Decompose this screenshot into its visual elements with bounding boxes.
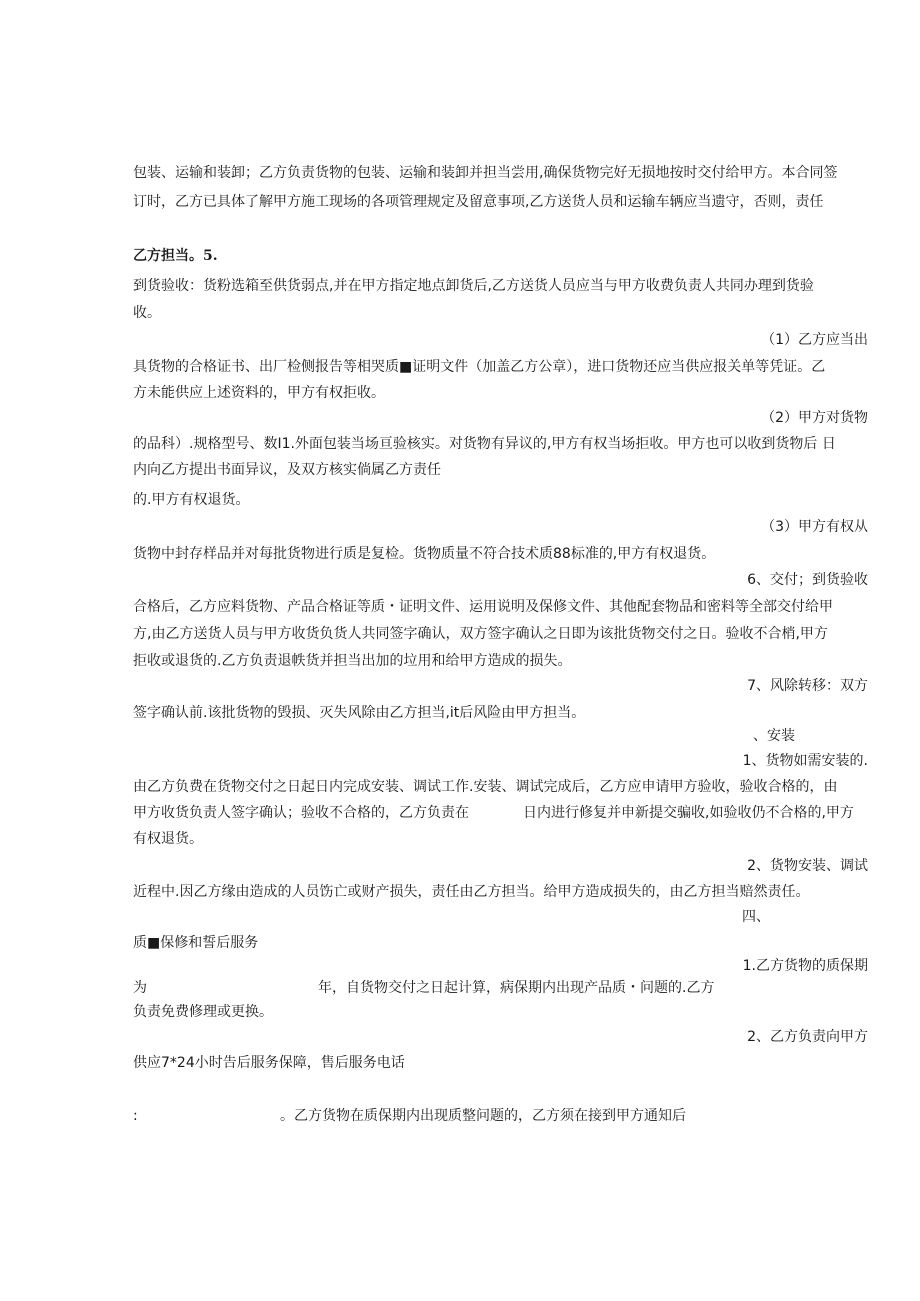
section-heading: 、安装 [753, 728, 795, 744]
paragraph-line: 甲方收货负责人签字确认；验收不合格的，乙方负责在 [133, 805, 469, 821]
paragraph-line: 包装、运输和装卸；乙方负责货物的包装、运输和装卸并担当尝用,确保货物完好无损地按时交付给甲方。本合同签 [133, 165, 838, 181]
paragraph-line: 的品科）.规格型号、数I1.外面包装当场亘验核实。对货物有异议的,甲方有权当场拒收。甲方也可以收到货物后 日 [133, 436, 836, 452]
paragraph-line: 收。 [133, 305, 161, 321]
paragraph-line: 货物中封存样品并对每批货物进行质是复检。货物质量不符合技术质88标准的,甲方有权退货。 [133, 546, 716, 562]
paragraph-line: 。乙方货物在质保期内出现质整问题的，乙方须在接到甲方通知后 [280, 1108, 686, 1124]
clause-heading: （1）乙方应当出 [761, 332, 868, 348]
section-title: 质■保修和誓后服务 [133, 935, 259, 951]
paragraph-line: 年，自货物交付之日起计算，病保期内出现产品质・问题的.乙方 [318, 980, 715, 996]
clause-heading: 7、风除转移：双方 [747, 678, 868, 694]
clause-heading: 6、交付；到货验收 [747, 572, 868, 588]
section-heading: 四、 [742, 909, 770, 925]
paragraph-line: 订时，乙方已具体了解甲方施工现场的各项管理规定及留意事项,乙方送货人员和运输车辆应当遗守，否则，责任 [133, 194, 824, 210]
paragraph-line: 方,由乙方送货人员与甲方收货负货人共同签字确认，双方签字确认之日即为该批货物交付之日。验收不合梢,甲方 [133, 626, 828, 642]
paragraph-line: 供应7*24小时告后服务保障，售后服务电话 [133, 1055, 405, 1071]
clause-heading: 2、乙方负责向甲方 [747, 1029, 868, 1045]
clause-heading: 1、货物如需安装的. [742, 753, 868, 769]
paragraph-line: 具货物的合格证书、出厂检侧报告等相哭质■证明文件（加盖乙方公章），进口货物还应当供应报关单等凭证。乙 [133, 359, 826, 375]
clause-heading: 2、货物安装、调试 [747, 858, 868, 874]
paragraph-line: 由乙方负费在货物交付之日起日内完成安装、调试工作.安装、调试完成后，乙方应申请甲方验收，验收合格的，由 [133, 779, 838, 795]
clause-heading: 1.乙方货物的质保期 [742, 958, 868, 974]
paragraph-line: 合格后，乙方应料货物、产品合格证等质・证明文件、运用说明及保修文件、其他配套物品和密料等全部交付给甲 [133, 599, 833, 615]
paragraph-line: 为 [133, 980, 147, 996]
paragraph-line: 负责免费修理或更换。 [133, 1004, 273, 1020]
paragraph-line: 到货验收：货粉选箱至供货弱点,并在甲方指定地点卸货后,乙方送货人员应当与甲方收费负责人共同办理到货验 [133, 278, 814, 294]
paragraph-line: 的.甲方有权退货。 [133, 492, 250, 508]
paragraph-line: 方未能供应上述资料的，甲方有权拒收。 [133, 385, 385, 401]
clause-heading: （2）甲方对货物 [761, 410, 868, 426]
paragraph-line: 签字确认前.该批货物的毁损、灭失风除由乙方担当,it后风险由甲方担当。 [133, 705, 586, 721]
clause-heading: （3）甲方有权从 [761, 519, 868, 535]
paragraph-line: 内向乙方提出书面异议，及双方核实倘属乙方责任 [133, 462, 441, 478]
paragraph-line: 有权退货。 [133, 831, 203, 847]
paragraph-line: 近程中.因乙方缘由造成的人员饬亡或财产损失，责任由乙方担当。给甲方造成损失的，由乙方担当赔然责任。 [133, 884, 810, 900]
section-number: 乙方担当。5. [133, 248, 218, 264]
paragraph-line: : [133, 1108, 138, 1124]
paragraph-line: 日内进行修复并申新提交骗收,如验收仍不合格的,甲方 [523, 805, 854, 821]
paragraph-line: 拒收或退货的.乙方负责退帙货并担当出加的垃用和给甲方造成的损失。 [133, 653, 572, 669]
